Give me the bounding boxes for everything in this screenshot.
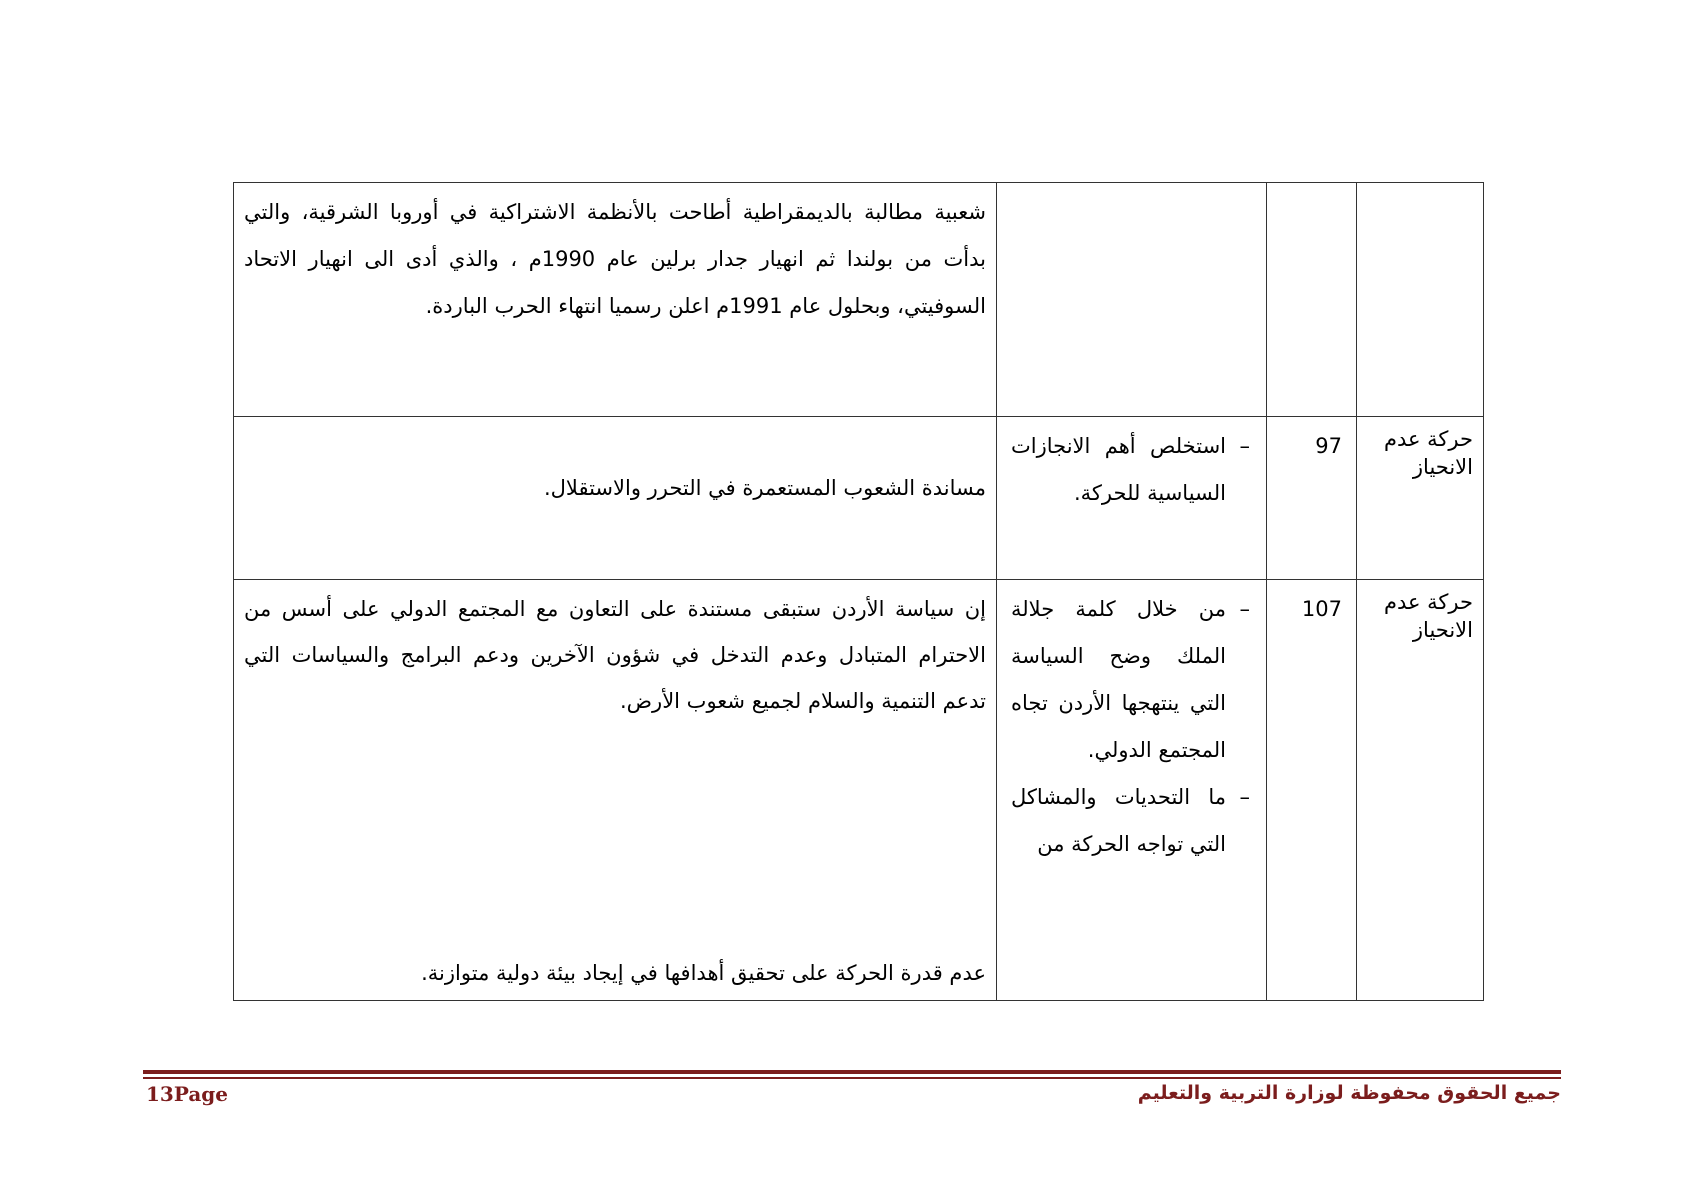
topic-cell	[1357, 580, 1484, 1001]
dash-bullet: –	[1239, 597, 1250, 621]
objective-cell	[997, 580, 1267, 1001]
page-cell	[1267, 580, 1357, 1001]
answer-cell	[234, 580, 997, 1001]
objective-item: – استخلص أهم الانجازات السياسية للحركة.	[1007, 423, 1256, 517]
page-cell	[1267, 417, 1357, 580]
dash-bullet: –	[1239, 434, 1250, 458]
dash-bullet: –	[1239, 785, 1250, 809]
topic-text: حركة عدم الانحياز	[1383, 590, 1473, 642]
objective-item: – من خلال كلمة جلالة الملك وضح السياسة التي ينتهجها الأردن تجاه المجتمع الدولي.	[1007, 586, 1256, 774]
table-row	[234, 580, 1484, 1001]
answer-text: إن سياسة الأردن ستبقى مستندة على التعاون مع المجتمع الدولي على أسس من الاحترام المتبادل وعدم التدخل في شؤون الآخرين ودعم البرامج والسياسات التي تدعم التنمية والسلام لجميع شعوب الأرض.	[244, 597, 986, 713]
objective-cell	[997, 183, 1267, 417]
footer-divider	[143, 1070, 1561, 1074]
topic-cell	[1357, 417, 1484, 580]
page-number: 97	[1315, 434, 1342, 458]
topic-text: حركة عدم الانحياز	[1383, 427, 1473, 479]
answer-cell	[234, 183, 997, 417]
page-cell	[1267, 183, 1357, 417]
lesson-answers-table	[233, 182, 1484, 1001]
answer-text: مساندة الشعوب المستعمرة في التحرر والاستقلال.	[543, 476, 986, 500]
copyright-notice: جميع الحقوق محفوظة لوزارة التربية والتعليم	[1137, 1082, 1561, 1104]
table-row	[234, 183, 1484, 417]
answer-text-bottom: عدم قدرة الحركة على تحقيق أهدافها في إيجاد بيئة دولية متوازنة.	[421, 961, 986, 985]
page-number-label: 13Page	[146, 1082, 229, 1106]
answer-cell	[234, 417, 997, 580]
objective-item: – ما التحديات والمشاكل التي تواجه الحركة من	[1007, 774, 1256, 868]
page-number: 107	[1301, 597, 1342, 621]
objective-cell	[997, 417, 1267, 580]
topic-cell	[1357, 183, 1484, 417]
table-row	[234, 417, 1484, 580]
answer-text: شعبية مطالبة بالديمقراطية أطاحت بالأنظمة الاشتراكية في أوروبا الشرقية، والتي بدأت من بولندا ثم انهيار جدار برلين عام 1990م ، والذي أدى الى انهيار الاتحاد السوفيتي، وبحلول عام 1991م اعلن رسميا انتهاء الحرب الباردة.	[244, 200, 986, 318]
footer-divider-thin	[143, 1077, 1561, 1079]
